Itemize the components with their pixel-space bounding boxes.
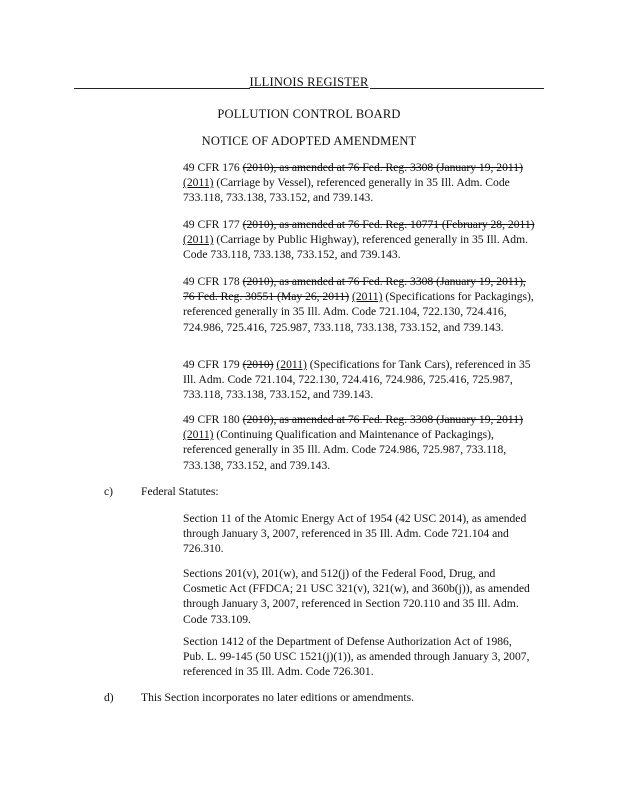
cfr-180-inserted-text: (2011)	[183, 428, 214, 442]
cfr-177-inserted-text: (2011)	[183, 233, 214, 247]
section-c-label: c)	[104, 485, 114, 498]
section-d-text: This Section incorporates no later editions or amendments.	[141, 691, 415, 704]
cfr-177-deleted-text: (2010), as amended at 76 Fed. Reg. 10771 (February 28, 2011)	[242, 218, 535, 231]
cfr-179-cite: 49 CFR 179	[183, 358, 243, 371]
cfr-176-deleted-text: (2010), as amended at 76 Fed. Reg. 3308 (January 19, 2011)	[242, 161, 523, 174]
cfr-179-paragraph	[183, 357, 535, 403]
cfr-176-cite: 49 CFR 176	[183, 161, 243, 174]
cfr-178-inserted-text: (2011)	[351, 290, 383, 304]
cfr-179-deleted-text: (2010)	[242, 358, 274, 371]
section-d-label: d)	[104, 691, 114, 704]
cfr-177-description: (Carriage by Public Highway), referenced generally in 35 Ill. Adm. Code 733.118, 733.138, 733.152, and 739.143.	[183, 233, 529, 262]
statute-defense-paragraph: Section 1412 of the Department of Defense Authorization Act of 1986, Pub. L. 99-145 (50 USC 1521(j)(1)), as amended through January 3, 2007, referenced in 35 Ill. Adm. Code 726.301.	[183, 635, 530, 679]
notice-title: NOTICE OF ADOPTED AMENDMENT	[201, 134, 417, 148]
cfr-179-inserted-text: (2011)	[276, 358, 307, 371]
board-title: POLLUTION CONTROL BOARD	[217, 107, 401, 121]
cfr-180-paragraph	[183, 412, 535, 473]
cfr-180-deleted-text: (2010), as amended at 76 Fed. Reg. 3308 (January 19, 2011)	[242, 413, 523, 426]
statute-atomic-energy-paragraph: Section 11 of the Atomic Energy Act of 1954 (42 USC 2014), as amended through January 3, 2007, referenced in 35 Ill. Adm. Code 721.104 and 726.310.	[183, 512, 527, 556]
cfr-176-description: (Carriage by Vessel), referenced generally in 35 Ill. Adm. Code 733.118, 733.138, 733.152, and 739.143.	[183, 176, 510, 205]
register-title: ILLINOIS REGISTER	[249, 75, 369, 89]
cfr-178-description: (Specifications for Packagings), referenced generally in 35 Ill. Adm. Code 721.104, 722.130, 724.416, 724.986, 725.416, 725.987, 733.118, 733.138, 733.152, and 739.143.	[183, 290, 534, 334]
cfr-180-cite: 49 CFR 180	[183, 413, 243, 426]
cfr-178-cite: 49 CFR 178	[183, 275, 243, 288]
cfr-178-deleted-text: (2010), as amended at 76 Fed. Reg. 3308 (January 19, 2011), 76 Fed. Reg. 30551 (May 26, 2011)	[183, 275, 526, 304]
cfr-180-description: (Continuing Qualification and Maintenance of Packagings), referenced generally in 35 Ill. Adm. Code 724.986, 725.987, 733.118, 733.138, 733.152, and 739.143.	[183, 428, 507, 472]
cfr-176-inserted-text: (2011)	[183, 176, 214, 190]
cfr-179-description: (Specifications for Tank Cars), referenced in 35 Ill. Adm. Code 721.104, 722.130, 724.416, 724.986, 725.416, 725.987, 733.118, 733.138, 733.152, and 739.143.	[183, 358, 531, 402]
cfr-177-cite: 49 CFR 177	[183, 218, 243, 231]
statute-ffdca-paragraph: Sections 201(v), 201(w), and 512(j) of the Federal Food, Drug, and Cosmetic Act (FFDCA; 21 USC 321(v), 321(w), and 360b(j)), as amended through January 3, 2007, referenced in Section 720.110 and 35 Ill. Adm. Code 733.109.	[183, 567, 530, 626]
cfr-176-paragraph	[183, 160, 535, 206]
section-c-title: Federal Statutes:	[141, 485, 219, 498]
cfr-177-paragraph	[183, 217, 535, 263]
cfr-178-paragraph	[183, 274, 535, 335]
